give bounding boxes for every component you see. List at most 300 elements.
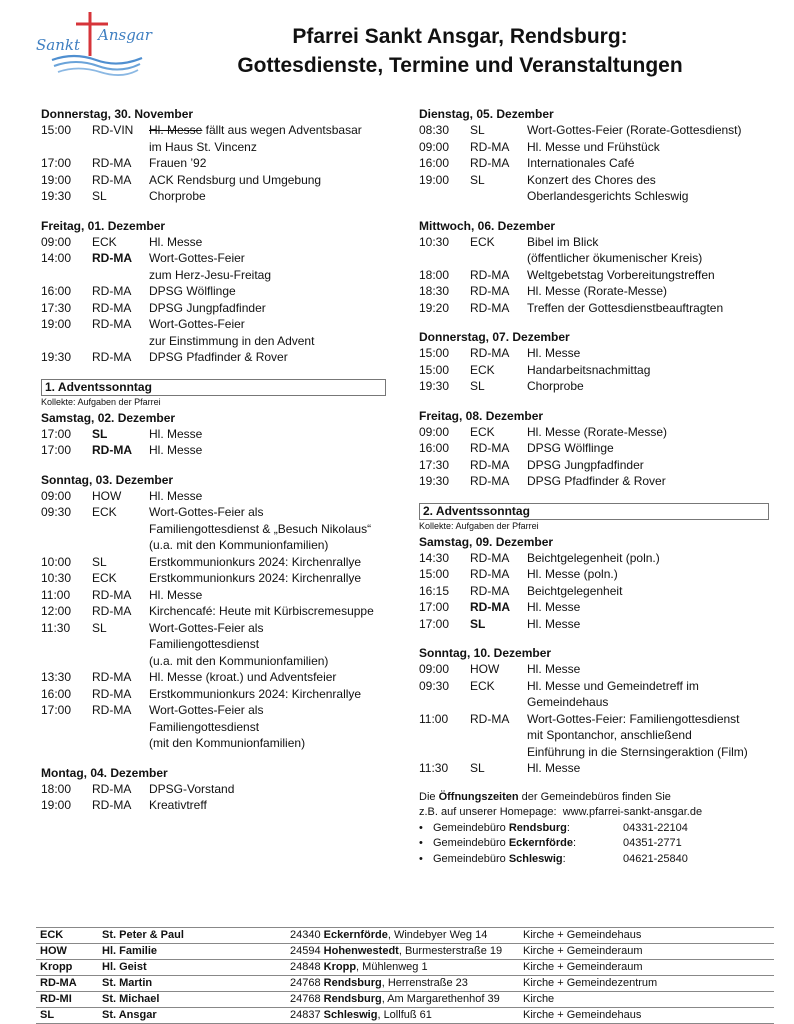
- location-code: Kropp: [36, 960, 98, 976]
- day-block: [41, 765, 386, 814]
- event-time: [41, 537, 92, 554]
- event-row: [419, 155, 769, 172]
- event-place: RD-MA: [470, 441, 510, 455]
- day-heading: Montag, 04. Dezember: [41, 765, 168, 780]
- event-place: RD-MA: [92, 443, 132, 457]
- event-text: Hl. Messe: [149, 587, 203, 602]
- event-place: RD-MA: [470, 346, 510, 360]
- event-description: [527, 678, 769, 695]
- day-heading: Samstag, 02. Dezember: [41, 410, 176, 425]
- event-row: [41, 521, 386, 538]
- event-text: Weltgebetstag Vorbereitungstreffen: [527, 267, 715, 282]
- event-description: [527, 440, 769, 457]
- event-row: [419, 616, 769, 633]
- event-time: 09:30: [419, 678, 450, 693]
- event-text: Hl. Messe (Rorate-Messe): [527, 424, 668, 439]
- event-text: fällt aus wegen Adventsbasar: [202, 123, 362, 137]
- event-place: RD-MA: [470, 567, 510, 581]
- event-time: 11:30: [41, 620, 71, 635]
- location-code: ECK: [36, 928, 98, 944]
- event-time: 17:00: [41, 443, 72, 457]
- event-row: [41, 442, 386, 459]
- event-description: [527, 473, 769, 490]
- event-text: DPSG Jungpfadfinder: [149, 300, 266, 315]
- event-time: 17:00: [419, 600, 450, 614]
- event-description: [149, 521, 386, 538]
- event-time: 18:30: [419, 284, 450, 298]
- event-time: [419, 250, 470, 267]
- event-text: DPSG Wölflinge: [149, 284, 236, 298]
- event-place: RD-MA: [92, 686, 132, 701]
- event-description: [527, 661, 769, 678]
- event-time: 14:30: [419, 550, 450, 565]
- event-description: [149, 139, 386, 156]
- event-text: Bibel im Blick: [527, 234, 599, 249]
- event-text: Beichtgelegenheit (poln.): [527, 550, 660, 565]
- event-description: [149, 172, 386, 189]
- event-description: [149, 504, 386, 521]
- event-text: Wort-Gottes-Feier: [149, 251, 245, 265]
- event-row: [419, 760, 769, 777]
- location-code: HOW: [36, 944, 98, 960]
- event-time: [41, 333, 92, 350]
- event-place: SL: [92, 620, 107, 635]
- day-block: [419, 408, 769, 490]
- event-row: [419, 727, 769, 744]
- table-row: [36, 928, 774, 944]
- event-text: DPSG Jungpfadfinder: [527, 457, 644, 472]
- page-title: [150, 22, 770, 80]
- bullet-icon: •: [419, 821, 423, 834]
- address-city: Rendsburg: [323, 993, 382, 1005]
- event-description: [149, 234, 386, 251]
- event-place: RD-MA: [92, 781, 132, 796]
- event-time: 16:00: [419, 441, 450, 455]
- address-street: , Mühlenweg 1: [356, 961, 428, 973]
- event-place: RD-MA: [92, 587, 132, 602]
- event-row: [41, 653, 386, 670]
- address-zip: 24848: [290, 961, 324, 973]
- event-place: [470, 694, 527, 711]
- event-text: (mit den Kommunionfamilien): [149, 736, 306, 750]
- homepage-label: z.B. auf unserer Homepage:: [419, 806, 557, 818]
- day-block: [41, 218, 386, 366]
- event-place: [92, 537, 149, 554]
- event-description: [149, 442, 386, 459]
- event-description: [527, 188, 769, 205]
- event-row: [41, 702, 386, 719]
- event-row: [41, 250, 386, 267]
- event-description: [527, 122, 769, 139]
- event-row: [419, 188, 769, 205]
- event-text: mit Spontanchor, anschließend: [527, 728, 692, 742]
- event-row: [41, 797, 386, 814]
- event-description: [527, 155, 769, 172]
- event-description: [149, 702, 386, 719]
- event-time: 19:00: [41, 798, 72, 812]
- event-text: Erstkommunionkurs 2024: Kirchenrallye: [149, 571, 362, 585]
- event-row: [41, 537, 386, 554]
- event-row: [41, 735, 386, 752]
- event-description: [527, 711, 769, 728]
- event-row: [41, 603, 386, 620]
- event-time: 15:00: [419, 346, 450, 360]
- event-place: RD-MA: [92, 251, 132, 265]
- event-text: Hl. Messe und Gemeindetreff im: [527, 678, 699, 693]
- event-description: [527, 457, 769, 474]
- event-row: [419, 250, 769, 267]
- office-town: Schleswig: [508, 852, 563, 865]
- event-row: [41, 172, 386, 189]
- event-time: 19:00: [41, 317, 72, 331]
- event-time: 14:00: [41, 251, 72, 265]
- event-description: [149, 250, 386, 267]
- table-row: [36, 944, 774, 960]
- event-place: SL: [92, 426, 108, 441]
- event-description: [527, 760, 769, 777]
- table-row: [36, 992, 774, 1008]
- event-description: [527, 550, 769, 567]
- event-place: ECK: [470, 234, 495, 249]
- event-place: RD-MA: [470, 457, 510, 472]
- day-heading: Sonntag, 03. Dezember: [41, 472, 174, 487]
- event-row: [419, 440, 769, 457]
- table-row: [36, 976, 774, 992]
- event-time: 17:00: [419, 616, 450, 631]
- event-description: [149, 669, 386, 686]
- event-row: [41, 426, 386, 443]
- event-row: [419, 234, 769, 251]
- day-block: [419, 218, 769, 317]
- event-place: [470, 727, 527, 744]
- address-street: , Windebyer Weg 14: [387, 929, 488, 941]
- facility-type: Kirche + Gemeindehaus: [519, 928, 774, 944]
- event-description: [527, 424, 769, 441]
- office-phone: 04351-2771: [623, 837, 682, 849]
- event-place: SL: [470, 123, 485, 137]
- event-place: SL: [470, 761, 485, 775]
- office-text-bold: Öffnungszeiten: [438, 790, 519, 803]
- event-text: Beichtgelegenheit: [527, 583, 623, 598]
- event-text: Hl. Messe (Rorate-Messe): [527, 284, 668, 298]
- event-description: [149, 620, 386, 637]
- day-heading: Freitag, 01. Dezember: [41, 218, 166, 233]
- event-time: 19:00: [41, 172, 72, 187]
- event-description: [149, 155, 386, 172]
- event-time: [419, 727, 470, 744]
- event-place: SL: [470, 379, 485, 393]
- day-block: [41, 472, 386, 752]
- event-text: Erstkommunionkurs 2024: Kirchenrallye: [149, 554, 362, 569]
- office-phone: 04621-25840: [623, 852, 688, 865]
- event-place: [92, 735, 149, 752]
- event-description: [527, 616, 769, 633]
- church-address: [286, 1008, 519, 1024]
- event-time: 15:00: [419, 362, 450, 377]
- event-row: [41, 504, 386, 521]
- event-time: 09:00: [419, 424, 450, 439]
- church-address: [286, 992, 519, 1008]
- event-text: Hl. Messe (poln.): [527, 567, 618, 581]
- day-block: [41, 379, 386, 459]
- event-text: DPSG Wölflinge: [527, 441, 614, 455]
- location-code: RD-MA: [36, 976, 98, 992]
- event-row: [41, 155, 386, 172]
- day-heading: Mittwoch, 06. Dezember: [419, 218, 556, 233]
- event-text: DPSG Pfadfinder & Rover: [527, 474, 666, 488]
- event-place: HOW: [470, 662, 500, 676]
- event-time: 16:00: [419, 156, 450, 170]
- day-block: [419, 645, 769, 777]
- event-description: [527, 727, 769, 744]
- event-description: [527, 694, 769, 711]
- event-text: Hl. Messe: [527, 761, 581, 775]
- kollekte-note: Kollekte: Aufgaben der Pfarrei: [41, 396, 161, 407]
- event-place: HOW: [92, 488, 122, 503]
- event-time: 17:30: [419, 457, 450, 472]
- event-time: 09:00: [41, 234, 72, 249]
- event-time: 19:30: [41, 189, 72, 203]
- kollekte-note: Kollekte: Aufgaben der Pfarrei: [419, 520, 539, 531]
- event-text: Einführung in die Sternsingeraktion (Film): [527, 744, 748, 759]
- schedule-left-column: [41, 106, 386, 827]
- address-zip: 24837: [290, 1009, 324, 1021]
- event-time: 16:15: [419, 583, 450, 598]
- event-place: RD-MA: [470, 156, 510, 170]
- event-row: [419, 424, 769, 441]
- event-row: [419, 283, 769, 300]
- event-description: [149, 188, 386, 205]
- event-text: Hl. Messe: [527, 662, 581, 676]
- office-name: [433, 852, 623, 868]
- event-text: (u.a. mit den Kommunionfamilien): [149, 653, 329, 668]
- event-description: [527, 744, 769, 761]
- event-time: [419, 694, 470, 711]
- event-row: [41, 188, 386, 205]
- event-row: [419, 362, 769, 379]
- event-description: [527, 378, 769, 395]
- event-text: (u.a. mit den Kommunionfamilien): [149, 538, 329, 552]
- office-name: [433, 836, 623, 852]
- title-line-1: Pfarrei Sankt Ansgar, Rendsburg:: [292, 25, 628, 48]
- right-day-list: [419, 106, 769, 777]
- event-text: Handarbeitsnachmittag: [527, 362, 651, 377]
- event-place: RD-MA: [92, 284, 132, 298]
- office-item: [419, 836, 769, 852]
- facility-type: Kirche + Gemeindehaus: [519, 1008, 774, 1024]
- event-time: 11:00: [41, 587, 71, 602]
- event-time: 10:30: [41, 571, 72, 585]
- event-place: RD-MA: [470, 711, 510, 726]
- event-time: 08:30: [419, 123, 450, 137]
- office-name: [433, 821, 623, 837]
- event-text: Hl. Messe: [527, 616, 581, 631]
- event-place: RD-MA: [470, 550, 510, 565]
- event-row: [419, 599, 769, 616]
- event-description: [149, 735, 386, 752]
- event-row: [419, 583, 769, 600]
- event-description: [527, 583, 769, 600]
- sunday-label: 2. Adventssonntag: [419, 503, 769, 520]
- event-place: RD-MA: [92, 317, 132, 331]
- event-place: [92, 521, 149, 538]
- event-time: 13:30: [41, 670, 72, 684]
- office-town: Rendsburg: [508, 821, 567, 834]
- event-row: [41, 300, 386, 317]
- event-description: [527, 599, 769, 616]
- event-text: Familiengottesdienst: [149, 719, 260, 734]
- event-place: ECK: [470, 424, 495, 439]
- event-row: [41, 139, 386, 156]
- event-place: ECK: [92, 505, 117, 519]
- office-suffix: :: [562, 852, 566, 865]
- event-row: [41, 669, 386, 686]
- homepage-url[interactable]: www.pfarrei-sankt-ansgar.de: [562, 806, 703, 818]
- event-place: RD-MA: [470, 284, 510, 298]
- event-row: [41, 267, 386, 284]
- address-street: , Burmesterstraße 19: [398, 945, 503, 957]
- event-text: Treffen der Gottesdienstbeauftragten: [527, 300, 724, 315]
- event-description: [149, 554, 386, 571]
- office-text-pre: Die: [419, 790, 439, 803]
- address-city: Schleswig: [323, 1009, 378, 1021]
- event-text: zum Herz-Jesu-Freitag: [149, 267, 272, 282]
- address-city: Kropp: [323, 961, 357, 973]
- event-time: 12:00: [41, 604, 72, 618]
- event-text: Wort-Gottes-Feier als: [149, 703, 264, 717]
- event-description: [527, 267, 769, 284]
- location-code: SL: [36, 1008, 98, 1024]
- event-place: SL: [470, 172, 485, 187]
- event-text: Kreativtreff: [149, 798, 207, 812]
- event-description: [527, 283, 769, 300]
- event-text: Hl. Messe: [149, 234, 203, 249]
- event-row: [419, 139, 769, 156]
- event-text: Erstkommunionkurs 2024: Kirchenrallye: [149, 686, 362, 701]
- event-text: im Haus St. Vincenz: [149, 139, 257, 154]
- event-description: [149, 537, 386, 554]
- event-place: RD-MA: [470, 267, 510, 282]
- event-row: [41, 333, 386, 350]
- office-prefix: Gemeindebüro: [433, 837, 509, 849]
- church-name: Hl. Geist: [98, 960, 286, 976]
- day-heading: Sonntag, 10. Dezember: [419, 646, 552, 660]
- event-place: ECK: [470, 678, 495, 693]
- event-text: Familiengottesdienst & „Besuch Nikolaus“: [149, 521, 372, 536]
- event-row: [41, 620, 386, 637]
- event-time: 09:00: [419, 662, 450, 676]
- event-text: Oberlandesgerichts Schleswig: [527, 189, 689, 203]
- event-place: RD-MA: [92, 703, 132, 717]
- event-description: [527, 234, 769, 251]
- office-item: [419, 852, 769, 868]
- location-code: RD-MI: [36, 992, 98, 1008]
- event-description: [149, 488, 386, 505]
- event-description: [149, 570, 386, 587]
- event-row: [419, 694, 769, 711]
- address-city: Eckernförde: [323, 929, 388, 941]
- event-text: Hl. Messe: [527, 600, 581, 614]
- event-place: [470, 250, 527, 267]
- event-place: RD-MA: [470, 583, 510, 598]
- event-row: [41, 570, 386, 587]
- office-item: [419, 821, 769, 837]
- event-description: [149, 653, 386, 670]
- event-row: [419, 550, 769, 567]
- church-name: Hl. Familie: [98, 944, 286, 960]
- event-time: 19:00: [419, 172, 450, 187]
- event-place: [92, 333, 149, 350]
- event-row: [419, 378, 769, 395]
- address-street: , Herrenstraße 23: [381, 977, 468, 989]
- event-description: [149, 719, 386, 736]
- event-description: [527, 362, 769, 379]
- event-text: Kirchencafé: Heute mit Kürbiscremesuppe: [149, 604, 374, 618]
- event-description: [149, 636, 386, 653]
- day-heading: Samstag, 09. Dezember: [419, 534, 554, 549]
- office-prefix: Gemeindebüro: [433, 821, 509, 834]
- address-zip: 24768: [290, 993, 324, 1005]
- facility-type: Kirche + Gemeinderaum: [519, 960, 774, 976]
- event-row: [419, 300, 769, 317]
- event-place: RD-VIN: [92, 123, 134, 137]
- event-place: RD-MA: [92, 798, 132, 812]
- event-description: [527, 250, 769, 267]
- office-hours-info: [419, 790, 769, 868]
- sunday-label: 1. Adventssonntag: [41, 379, 386, 396]
- day-block: [419, 106, 769, 205]
- church-name: St. Michael: [98, 992, 286, 1008]
- day-heading: Donnerstag, 07. Dezember: [419, 330, 570, 344]
- facility-type: Kirche: [519, 992, 774, 1008]
- bullet-icon: •: [419, 837, 423, 849]
- event-place: [92, 139, 149, 156]
- event-row: [41, 488, 386, 505]
- event-row: [41, 719, 386, 736]
- event-time: 10:30: [419, 234, 450, 249]
- event-description: [149, 333, 386, 350]
- event-time: 09:30: [41, 505, 72, 519]
- event-place: ECK: [92, 234, 117, 249]
- facility-type: Kirche + Gemeindezentrum: [519, 976, 774, 992]
- event-text: Familiengottesdienst: [149, 637, 260, 651]
- event-row: [419, 457, 769, 474]
- event-time: 15:00: [419, 567, 450, 581]
- bullet-icon: •: [419, 852, 423, 865]
- event-text: Gemeindehaus: [527, 695, 609, 709]
- address-zip: 24768: [290, 977, 324, 989]
- address-city: Hohenwestedt: [323, 945, 399, 957]
- event-place: SL: [92, 554, 107, 569]
- event-place: SL: [470, 616, 486, 631]
- event-description: [527, 139, 769, 156]
- event-description: [149, 686, 386, 703]
- event-row: [419, 345, 769, 362]
- address-zip: 24340: [290, 929, 324, 941]
- office-phone: 04331-22104: [623, 821, 688, 834]
- schedule-right-column: [419, 106, 769, 867]
- event-text: Chorprobe: [149, 189, 206, 203]
- office-town: Eckernförde: [508, 837, 574, 849]
- church-address: [286, 960, 519, 976]
- event-time: [419, 744, 470, 761]
- event-time: 11:30: [419, 761, 449, 775]
- event-place: [470, 188, 527, 205]
- event-time: 09:00: [41, 488, 72, 503]
- event-time: 09:00: [419, 139, 450, 154]
- church-name: St. Ansgar: [98, 1008, 286, 1024]
- event-time: [41, 735, 92, 752]
